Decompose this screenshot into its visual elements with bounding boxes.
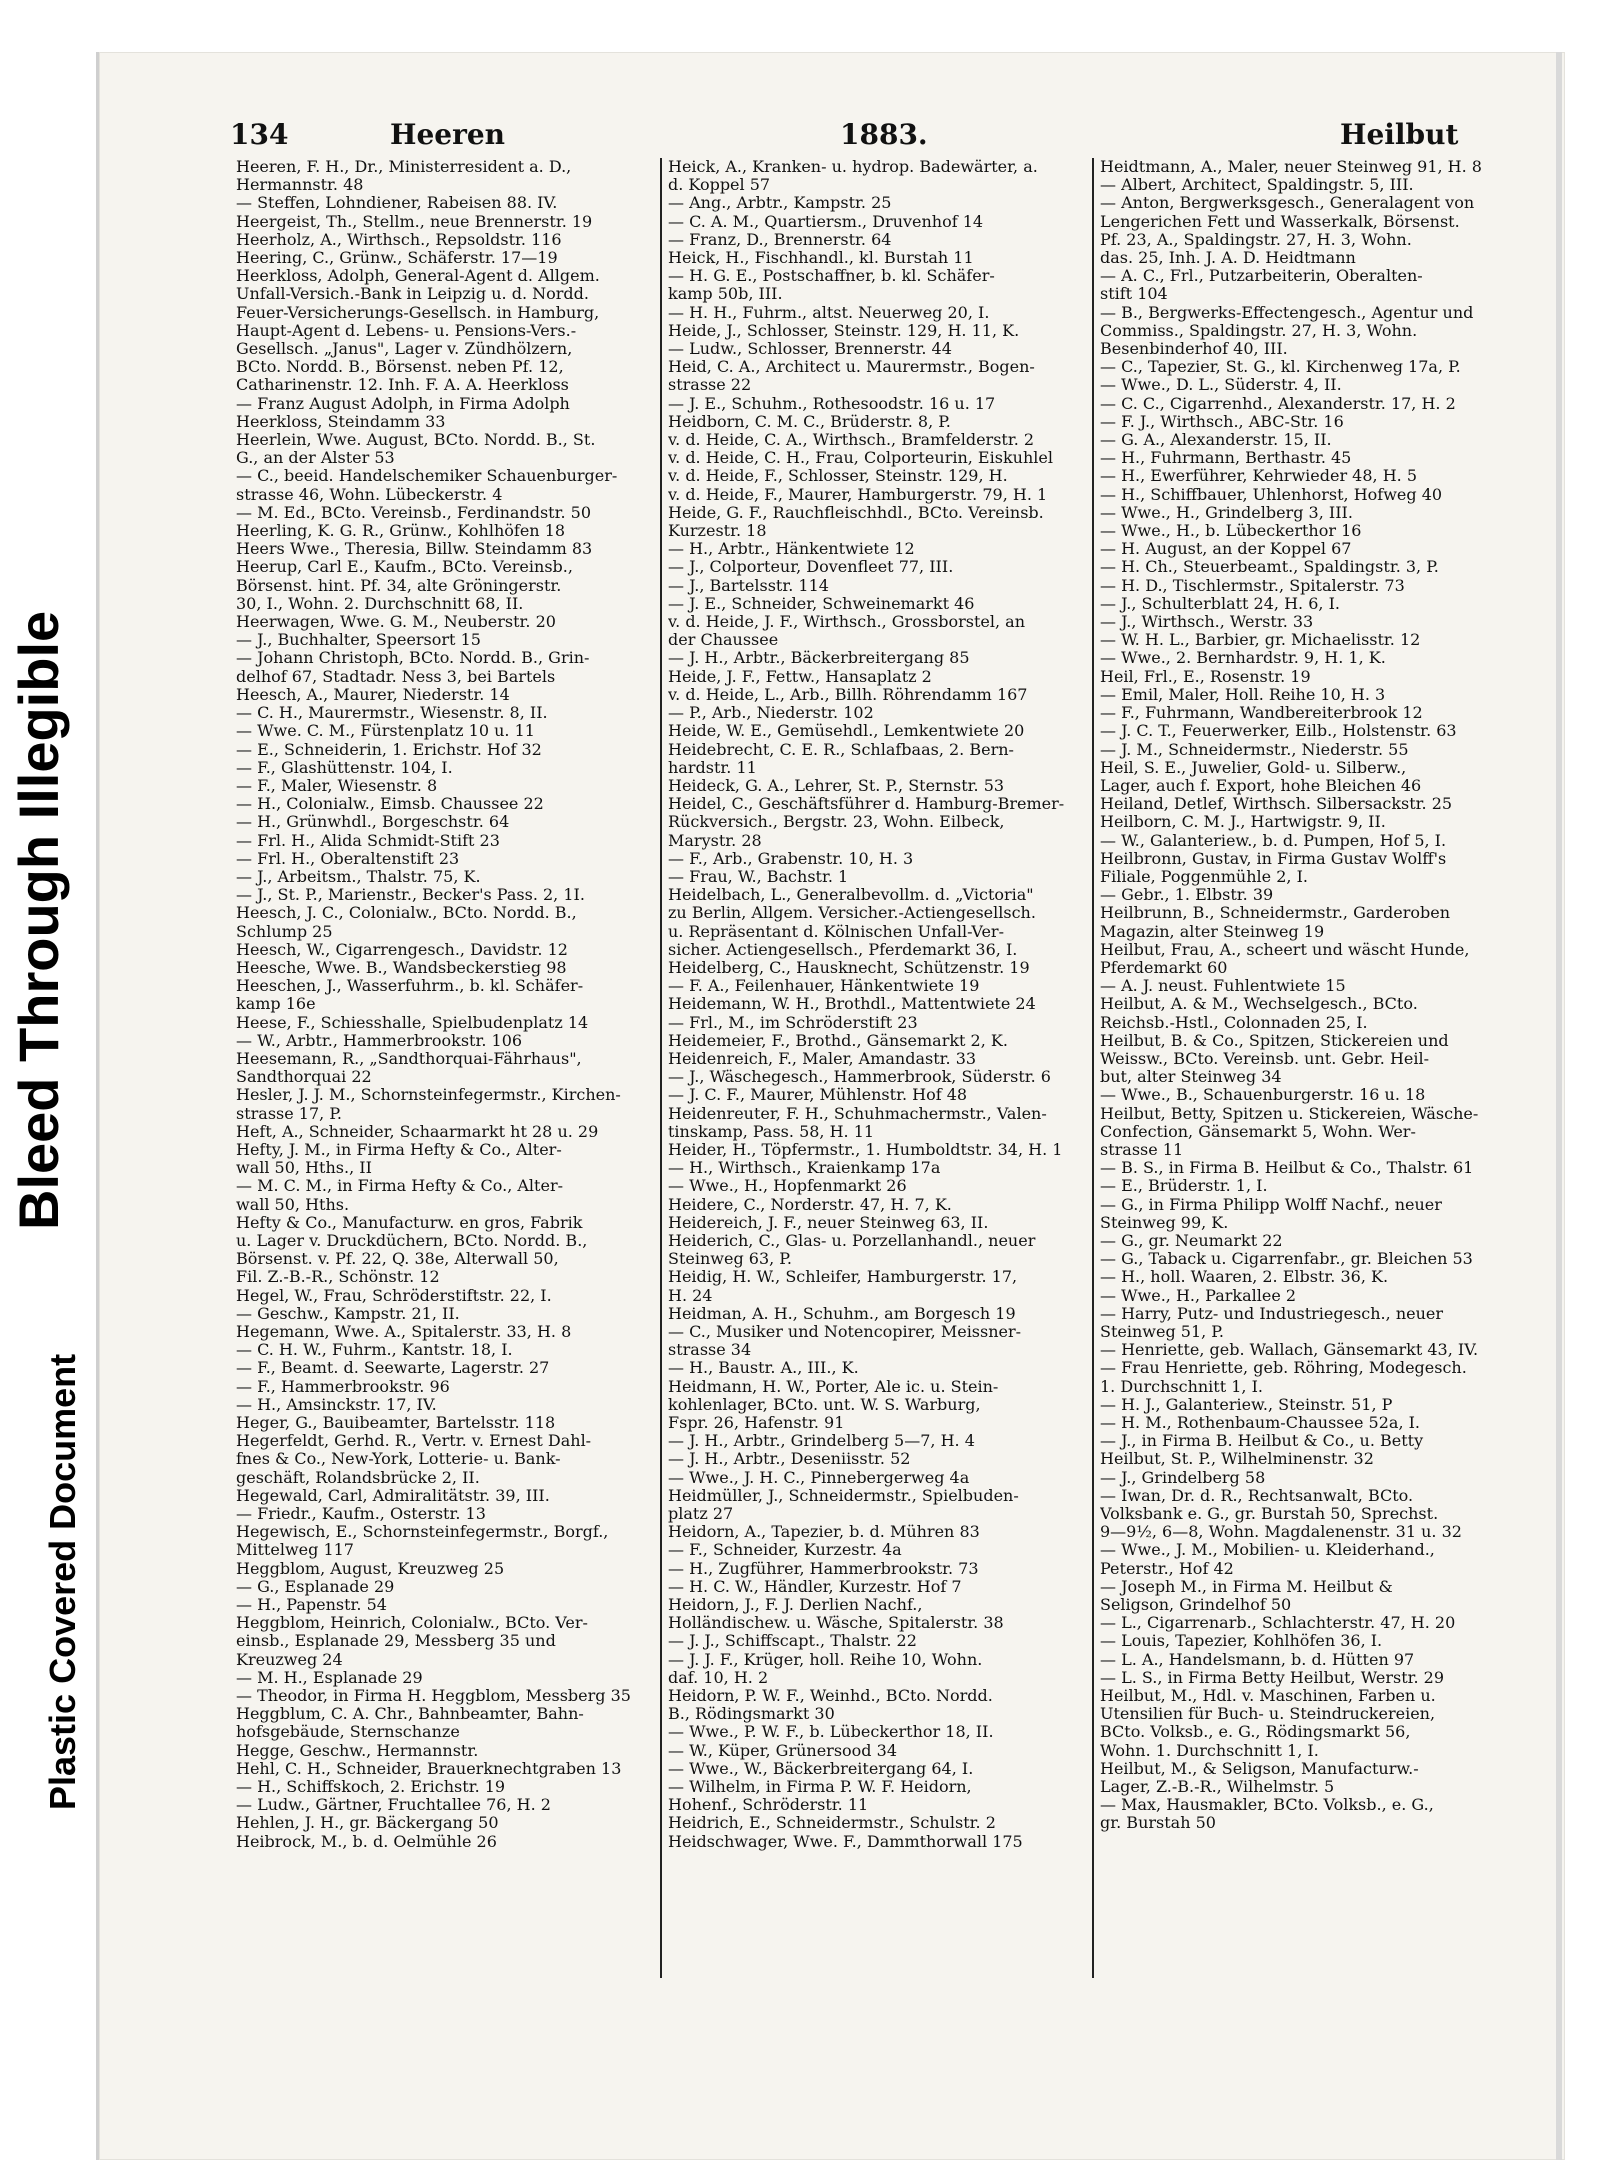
directory-entry-line: — H., Schiffskoch, 2. Erichstr. 19 (236, 1778, 506, 1797)
directory-entry-line: — H., Schiffbauer, Uhlenhorst, Hofweg 40 (1100, 485, 1443, 504)
directory-entry-line: Heft, A., Schneider, Schaarmarkt ht 28 u. 29 (236, 1122, 599, 1141)
directory-entry-line: — J., Wirthsch., Werstr. 33 (1100, 613, 1314, 632)
directory-entry-line: — H. C. W., Händler, Kurzestr. Hof 7 (668, 1577, 962, 1596)
directory-entry-line: — W., Küper, Grünersood 34 (668, 1741, 897, 1760)
directory-entry-line: — H., Baustr. A., III., K. (668, 1359, 859, 1378)
directory-entry-line: geschäft, Rolandsbrücke 2, II. (236, 1468, 480, 1487)
directory-entry-line: — G. A., Alexanderstr. 15, II. (1100, 431, 1332, 450)
directory-entry-line: Heesemann, R., „Sandthorquai-Fährhaus", (236, 1049, 582, 1068)
directory-entry-line: Wohn. 1. Durchschnitt 1, I. (1100, 1741, 1319, 1760)
directory-entry-line: v. d. Heide, L., Arb., Billh. Röhrendamm 167 (668, 685, 1028, 704)
directory-entry-line: Heidere, C., Norderstr. 47, H. 7, K. (668, 1195, 952, 1214)
document-tag-sidebar (0, 0, 82, 2177)
page-header (230, 118, 1520, 158)
directory-entry-line: — H. J., Galanteriew., Steinstr. 51, P (1100, 1395, 1393, 1414)
directory-entry-line: — Wwe., H., Hopfenmarkt 26 (668, 1177, 907, 1196)
directory-entry-line: der Chaussee (668, 631, 779, 650)
column-divider-1 (660, 158, 662, 1978)
directory-entry-line: — H., Colonialw., Eimsb. Chaussee 22 (236, 795, 544, 814)
directory-entry-line: — Wwe., D. L., Süderstr. 4, II. (1100, 376, 1342, 395)
directory-entry-line: Heide, W. E., Gemüsehdl., Lemkentwiete 20 (668, 722, 1025, 741)
directory-entry-line: zu Berlin, Allgem. Versicher.-Actiengesellsch. (668, 904, 1036, 923)
directory-entry-line: — W., Arbtr., Hammerbrookstr. 106 (236, 1031, 523, 1050)
directory-entry-line: hofsgebäude, Sternschanze (236, 1723, 460, 1742)
directory-entry-line: Gesellsch. „Janus", Lager v. Zündhölzern, (236, 340, 573, 359)
directory-entry-line: Heger, G., Bauibeamter, Bartelsstr. 118 (236, 1414, 556, 1433)
directory-entry-line: — H. August, an der Koppel 67 (1100, 540, 1352, 559)
directory-entry-line: — L. A., Handelsmann, b. d. Hütten 97 (1100, 1650, 1415, 1669)
directory-entry-line: — Albert, Architect, Spaldingstr. 5, III. (1100, 176, 1414, 195)
directory-entry-line: — Frl. H., Alida Schmidt-Stift 23 (236, 831, 500, 850)
directory-entry-line: — J., Bartelsstr. 114 (668, 576, 829, 595)
directory-entry-line: — G., gr. Neumarkt 22 (1100, 1231, 1283, 1250)
directory-entry-line: Heider, H., Töpfermstr., 1. Humboldtstr. 34, H. 1 (668, 1140, 1063, 1159)
directory-entry-line: — E., Brüderstr. 1, I. (1100, 1177, 1268, 1196)
directory-entry-line: — F., Beamt. d. Seewarte, Lagerstr. 27 (236, 1359, 550, 1378)
directory-entry-line: Heidorn, P. W. F., Weinhd., BCto. Nordd. (668, 1687, 993, 1706)
directory-entry-line: — J., in Firma B. Heilbut & Co., u. Betty (1100, 1432, 1424, 1451)
directory-entry-line: Heidel, C., Geschäftsführer d. Hamburg-Bremer- (668, 795, 1065, 814)
directory-entry-line: Hermannstr. 48 (236, 176, 364, 195)
directory-entry-line: delhof 67, Stadtadr. Ness 3, bei Bartels (236, 667, 556, 686)
directory-entry-line: Pferdemarkt 60 (1100, 958, 1228, 977)
directory-entry-line: Heggblom, Heinrich, Colonialw., BCto. Ver- (236, 1614, 588, 1633)
directory-entry-line: — G., Taback u. Cigarrenfabr., gr. Bleichen 53 (1100, 1250, 1473, 1269)
directory-entry-line: Heggblum, C. A. Chr., Bahnbeamter, Bahn- (236, 1705, 584, 1724)
directory-entry-line: Heilbut, St. P., Wilhelminenstr. 32 (1100, 1450, 1374, 1469)
directory-column-3 (1100, 158, 1520, 2028)
directory-entry-line: — Louis, Tapezier, Kohlhöfen 36, I. (1100, 1632, 1383, 1651)
directory-entry-line: Heil, Frl., E., Rosenstr. 19 (1100, 667, 1311, 686)
directory-column-1 (236, 158, 656, 2028)
directory-entry-line: Heesch, J. C., Colonialw., BCto. Nordd. B., (236, 904, 577, 923)
directory-entry-line: — F. J., Wirthsch., ABC-Str. 16 (1100, 412, 1344, 431)
directory-entry-line: — F., Maler, Wiesenstr. 8 (236, 776, 438, 795)
directory-entry-line: Heidelbach, L., Generalbevollm. d. „Victoria" (668, 886, 1034, 905)
directory-entry-line: — H., Papenstr. 54 (236, 1596, 387, 1615)
directory-entry-line: Heeren, F. H., Dr., Ministerresident a. D., (236, 158, 572, 176)
directory-entry-line: — J. M., Schneidermstr., Niederstr. 55 (1100, 740, 1409, 759)
directory-entry-line: Heidenreuter, F. H., Schuhmachermstr., Valen- (668, 1104, 1047, 1123)
directory-entry-line: — Frl., M., im Schröderstift 23 (668, 1013, 918, 1032)
directory-entry-line: Utensilien für Buch- u. Steindruckereien, (1100, 1705, 1436, 1724)
directory-entry-line: Börsenst. v. Pf. 22, Q. 38e, Alterwall 50, (236, 1250, 559, 1269)
directory-entry-line: Heidereich, J. F., neuer Steinweg 63, II. (668, 1213, 989, 1232)
directory-entry-line: — Wwe., J. H. C., Pinnebergerweg 4a (668, 1468, 970, 1487)
directory-entry-line: — Wwe., H., Grindelberg 3, III. (1100, 503, 1353, 522)
directory-entry-line: — C. C., Cigarrenhd., Alexanderstr. 17, H. 2 (1100, 394, 1456, 413)
directory-entry-line: v. d. Heide, F., Schlosser, Steinstr. 129, H. (668, 467, 1008, 486)
directory-entry-line: Haupt-Agent d. Lebens- u. Pensions-Vers.- (236, 321, 577, 340)
directory-entry-line: Heidelberg, C., Hausknecht, Schützenstr. 19 (668, 958, 1030, 977)
directory-entry-line: hardstr. 11 (668, 758, 757, 777)
directory-entry-line: Heide, J. F., Fettw., Hansaplatz 2 (668, 667, 932, 686)
directory-entry-line: — Theodor, in Firma H. Heggblom, Messberg 35 (236, 1687, 631, 1706)
directory-entry-line: Heilbut, A. & M., Wechselgesch., BCto. (1100, 995, 1418, 1014)
directory-entry-line: — C. H. W., Fuhrm., Kantstr. 18, I. (236, 1341, 513, 1360)
directory-entry-line: — H., Zugführer, Hammerbrookstr. 73 (668, 1559, 979, 1578)
directory-entry-line: gr. Burstah 50 (1100, 1814, 1216, 1833)
directory-entry-line: Heidorn, A., Tapezier, b. d. Mühren 83 (668, 1523, 980, 1542)
directory-entry-line: — Wwe., 2. Bernhardstr. 9, H. 1, K. (1100, 649, 1386, 668)
directory-entry-line: Catharinenstr. 12. Inh. F. A. A. Heerkloss (236, 376, 569, 395)
directory-entry-line: — Henriette, geb. Wallach, Gänsemarkt 43, IV. (1100, 1341, 1479, 1360)
directory-entry-line: Heilbut, Frau, A., scheert und wäscht Hunde, (1100, 940, 1470, 959)
directory-entry-line: — Wwe., W., Bäckerbreitergang 64, I. (668, 1759, 974, 1778)
directory-entry-line: Heibrock, M., b. d. Oelmühle 26 (236, 1832, 497, 1851)
directory-entry-line: — Frau Henriette, geb. Röhring, Modegesch. (1100, 1359, 1467, 1378)
directory-entry-line: BCto. Nordd. B., Börsenst. neben Pf. 12, (236, 358, 564, 377)
directory-entry-line: Heerkloss, Steindamm 33 (236, 412, 446, 431)
directory-entry-line: strasse 46, Wohn. Lübeckerstr. 4 (236, 485, 503, 504)
directory-entry-line: — J. H., Arbtr., Deseniisstr. 52 (668, 1450, 911, 1469)
directory-entry-line: Börsenst. hint. Pf. 34, alte Gröningerstr. (236, 576, 562, 595)
directory-entry-line: Heilbut, B. & Co., Spitzen, Stickereien und (1100, 1031, 1449, 1050)
directory-entry-line: Commiss., Spaldingstr. 27, H. 3, Wohn. (1100, 321, 1418, 340)
directory-entry-line: Sandthorquai 22 (236, 1068, 372, 1087)
directory-entry-line: — F. A., Feilenhauer, Hänkentwiete 19 (668, 977, 980, 996)
directory-entry-line: — Steffen, Lohndiener, Rabeisen 88. IV. (236, 194, 558, 213)
directory-entry-line: Heidtmann, A., Maler, neuer Steinweg 91, H. 8 (1100, 158, 1482, 176)
left-running-head: Heeren (390, 118, 506, 151)
directory-entry-line: — H., Fuhrmann, Berthastr. 45 (1100, 449, 1352, 468)
directory-entry-line: Schlump 25 (236, 922, 333, 941)
directory-entry-line: Seligson, Grindelhof 50 (1100, 1596, 1292, 1615)
directory-entry-line: — J. H., Arbtr., Grindelberg 5—7, H. 4 (668, 1432, 975, 1451)
directory-entry-line: Heilborn, C. M. J., Hartwigstr. 9, II. (1100, 813, 1386, 832)
directory-entry-line: platz 27 (668, 1505, 734, 1524)
directory-entry-line: — H., Arbtr., Hänkentwiete 12 (668, 540, 915, 559)
directory-entry-line: Heick, H., Fischhandl., kl. Burstah 11 (668, 249, 974, 268)
directory-entry-line: — P., Arb., Niederstr. 102 (668, 704, 874, 723)
directory-entry-line: — J., Wäschegesch., Hammerbrook, Süderstr. 6 (668, 1068, 1051, 1087)
directory-entry-line: Hegge, Geschw., Hermannstr. (236, 1741, 479, 1760)
directory-entry-line: — Friedr., Kaufm., Osterstr. 13 (236, 1505, 486, 1524)
directory-entry-line: — M. C. M., in Firma Hefty & Co., Alter- (236, 1177, 563, 1196)
directory-entry-line: Heilbrunn, B., Schneidermstr., Garderoben (1100, 904, 1451, 923)
directory-entry-line: u. Lager v. Druckdüchern, BCto. Nordd. B., (236, 1231, 588, 1250)
directory-entry-line: Heidmüller, J., Schneidermstr., Spielbuden- (668, 1486, 1019, 1505)
directory-entry-line: Heese, F., Schiesshalle, Spielbudenplatz 14 (236, 1013, 589, 1032)
directory-entry-line: v. d. Heide, C. A., Wirthsch., Bramfelderstr. 2 (668, 431, 1035, 450)
directory-entry-line: 9—9½, 6—8, Wohn. Magdalenenstr. 31 u. 32 (1100, 1523, 1462, 1542)
directory-entry-line: Hegerfeldt, Gerhd. R., Vertr. v. Ernest Dahl- (236, 1432, 592, 1451)
directory-entry-line: Heideck, G. A., Lehrer, St. P., Sternstr. 53 (668, 776, 1005, 795)
directory-entry-line: einsb., Esplanade 29, Messberg 35 und (236, 1632, 556, 1651)
directory-entry-line: — J., Buchhalter, Speersort 15 (236, 631, 481, 650)
directory-entry-line: Kurzestr. 18 (668, 522, 767, 541)
directory-entry-line: Steinweg 99, K. (1100, 1213, 1229, 1232)
directory-entry-line: B., Rödingsmarkt 30 (668, 1705, 835, 1724)
directory-entry-line: fnes & Co., New-York, Lotterie- u. Bank- (236, 1450, 561, 1469)
directory-entry-line: Heering, C., Grünw., Schäferstr. 17—19 (236, 249, 558, 268)
directory-entry-line: Heiland, Detlef, Wirthsch. Silbersackstr. 25 (1100, 795, 1453, 814)
directory-entry-line: Heiderich, C., Glas- u. Porzellanhandl., neuer (668, 1231, 1036, 1250)
directory-entry-line: 1. Durchschnitt 1, I. (1100, 1377, 1263, 1396)
directory-entry-line: — J., Colporteur, Dovenfleet 77, III. (668, 558, 954, 577)
directory-entry-line: Hegewald, Carl, Admiralitätstr. 39, III. (236, 1486, 550, 1505)
year-heading: 1883. (840, 118, 928, 151)
directory-entry-line: — H., Amsinckstr. 17, IV. (236, 1395, 437, 1414)
directory-entry-line: — Ludw., Gärtner, Fruchtallee 76, H. 2 (236, 1796, 551, 1815)
directory-entry-line: Heidrich, E., Schneidermstr., Schulstr. 2 (668, 1814, 996, 1833)
directory-entry-line: — Wilhelm, in Firma P. W. F. Heidorn, (668, 1778, 972, 1797)
directory-entry-line: Heesche, Wwe. B., Wandsbeckerstieg 98 (236, 958, 567, 977)
directory-entry-line: Filiale, Poggenmühle 2, I. (1100, 867, 1308, 886)
directory-entry-line: H. 24 (668, 1286, 713, 1305)
directory-entry-line: — J., Arbeitsm., Thalstr. 75, K. (236, 867, 481, 886)
directory-entry-line: Heers Wwe., Theresia, Billw. Steindamm 83 (236, 540, 593, 559)
directory-entry-line: — Franz, D., Brennerstr. 64 (668, 230, 892, 249)
directory-entry-line: Holländischew. u. Wäsche, Spitalerstr. 38 (668, 1614, 1004, 1633)
directory-entry-line: Heidig, H. W., Schleifer, Hamburgerstr. 17, (668, 1268, 1018, 1287)
directory-entry-line: Hegewisch, E., Schornsteinfegermstr., Borgf., (236, 1523, 609, 1542)
directory-entry-line: — B. S., in Firma B. Heilbut & Co., Thalstr. 61 (1100, 1159, 1474, 1178)
directory-entry-line: — H. G. E., Postschaffner, b. kl. Schäfer- (668, 267, 995, 286)
directory-entry-line: — Wwe., H., b. Lübeckerthor 16 (1100, 522, 1362, 541)
directory-entry-line: Marystr. 28 (668, 831, 762, 850)
directory-entry-line: — Max, Hausmakler, BCto. Volksb., e. G., (1100, 1796, 1434, 1815)
directory-entry-line: — F., Hammerbrookstr. 96 (236, 1377, 450, 1396)
directory-entry-line: — Wwe., P. W. F., b. Lübeckerthor 18, II. (668, 1723, 994, 1742)
directory-entry-line: Heilbronn, Gustav, in Firma Gustav Wolff's (1100, 849, 1447, 868)
directory-entry-line: — W., Galanteriew., b. d. Pumpen, Hof 5, I. (1100, 831, 1447, 850)
directory-entry-line: stift 104 (1100, 285, 1168, 304)
directory-entry-line: Heid, C. A., Architect u. Maurermstr., Bogen- (668, 358, 1035, 377)
directory-entry-line: Heide, J., Schlosser, Steinstr. 129, H. 11, K. (668, 321, 1020, 340)
directory-entry-line: — Joseph M., in Firma M. Heilbut & (1100, 1577, 1393, 1596)
directory-entry-line: 30, I., Wohn. 2. Durchschnitt 68, II. (236, 594, 524, 613)
directory-entry-line: Rückversich., Bergstr. 23, Wohn. Eilbeck, (668, 813, 1005, 832)
directory-entry-line: Heerwagen, Wwe. G. M., Neuberstr. 20 (236, 613, 556, 632)
directory-entry-line: — Geschw., Kampstr. 21, II. (236, 1304, 460, 1323)
column-divider-2 (1092, 158, 1094, 1978)
directory-entry-line: Heidborn, C. M. C., Brüderstr. 8, P. (668, 412, 951, 431)
directory-entry-line: Heidmann, H. W., Porter, Ale ic. u. Stein- (668, 1377, 999, 1396)
directory-entry-line: Heidschwager, Wwe. F., Dammthorwall 175 (668, 1832, 1023, 1851)
directory-entry-line: Fspr. 26, Hafenstr. 91 (668, 1414, 845, 1433)
directory-entry-line: — H. H., Fuhrm., altst. Neuerweg 20, I. (668, 303, 990, 322)
directory-entry-line: Heidman, A. H., Schuhm., am Borgesch 19 (668, 1304, 1016, 1323)
directory-entry-line: — Wwe. C. M., Fürstenplatz 10 u. 11 (236, 722, 535, 741)
directory-entry-line: — A. J. neust. Fuhlentwiete 15 (1100, 977, 1346, 996)
directory-entry-line: Feuer-Versicherungs-Gesellsch. in Hamburg, (236, 303, 600, 322)
directory-entry-line: das. 25, Inh. J. A. D. Heidtmann (1100, 249, 1356, 268)
directory-entry-line: Heeschen, J., Wasserfuhrm., b. kl. Schäfer- (236, 977, 584, 996)
directory-entry-line: G., an der Alster 53 (236, 449, 395, 468)
directory-entry-line: Hesler, J. J. M., Schornsteinfegermstr., Kirchen- (236, 1086, 621, 1105)
directory-entry-line: — Ludw., Schlosser, Brennerstr. 44 (668, 340, 952, 359)
directory-entry-line: v. d. Heide, F., Maurer, Hamburgerstr. 79, H. 1 (668, 485, 1048, 504)
directory-entry-line: — Franz August Adolph, in Firma Adolph (236, 394, 570, 413)
directory-entry-line: Hohenf., Schröderstr. 11 (668, 1796, 869, 1815)
directory-entry-line: strasse 11 (1100, 1140, 1184, 1159)
directory-entry-line: — W. H. L., Barbier, gr. Michaelisstr. 12 (1100, 631, 1421, 650)
directory-entry-line: Heerholz, A., Wirthsch., Repsoldstr. 116 (236, 230, 562, 249)
directory-entry-line: Heergeist, Th., Stellm., neue Brennerstr. 19 (236, 212, 593, 231)
directory-entry-line: — Wwe., B., Schauenburgerstr. 16 u. 18 (1100, 1086, 1426, 1105)
directory-entry-line: kamp 16e (236, 995, 316, 1014)
directory-entry-line: Heidorn, J., F. J. Derlien Nachf., (668, 1596, 923, 1615)
directory-entry-line: Peterstr., Hof 42 (1100, 1559, 1234, 1578)
directory-entry-line: u. Repräsentant d. Kölnischen Unfall-Ver- (668, 922, 1004, 941)
directory-entry-line: — C., Musiker und Notencopirer, Meissner- (668, 1323, 1022, 1341)
directory-entry-line: Kreuzweg 24 (236, 1650, 343, 1669)
directory-entry-line: Lager, Z.-B.-R., Wilhelmstr. 5 (1100, 1778, 1335, 1797)
directory-entry-line: — B., Bergwerks-Effectengesch., Agentur und (1100, 303, 1474, 322)
bleed-through-label: Bleed Through Illegible (7, 610, 70, 1230)
directory-entry-line: strasse 34 (668, 1341, 752, 1360)
directory-entry-line: Heidenreich, F., Maler, Amandastr. 33 (668, 1049, 977, 1068)
directory-entry-line: sicher. Actiengesellsch., Pferdemarkt 36, I. (668, 940, 1018, 959)
page-number: 134 (230, 118, 289, 151)
page-edge (1556, 52, 1562, 2160)
directory-entry-line: tinskamp, Pass. 58, H. 11 (668, 1122, 875, 1141)
directory-entry-line: Heidemann, W. H., Brothdl., Mattentwiete 24 (668, 995, 1036, 1014)
directory-entry-line: Heerkloss, Adolph, General-Agent d. Allgem. (236, 267, 600, 286)
directory-entry-line: Heidebrecht, C. E. R., Schlafbaas, 2. Bern- (668, 740, 1014, 759)
directory-entry-line: — H., Grünwhdl., Borgeschstr. 64 (236, 813, 510, 832)
directory-entry-line: Heick, A., Kranken- u. hydrop. Badewärter, a. (668, 158, 1038, 176)
directory-entry-line: — H. Ch., Steuerbeamt., Spaldingstr. 3, P. (1100, 558, 1439, 577)
directory-entry-line: Fil. Z.-B.-R., Schönstr. 12 (236, 1268, 440, 1287)
directory-entry-line: Heesch, A., Maurer, Niederstr. 14 (236, 685, 510, 704)
directory-entry-line: Confection, Gänsemarkt 5, Wohn. Wer- (1100, 1122, 1416, 1141)
directory-entry-line: — H., Wirthsch., Kraienkamp 17a (668, 1159, 941, 1178)
directory-entry-line: Hehl, C. H., Schneider, Brauerknechtgraben 13 (236, 1759, 622, 1778)
directory-entry-line: wall 50, Hths. (236, 1195, 350, 1214)
directory-entry-line: Magazin, alter Steinweg 19 (1100, 922, 1325, 941)
directory-entry-line: strasse 22 (668, 376, 752, 395)
directory-entry-line: — Emil, Maler, Holl. Reihe 10, H. 3 (1100, 685, 1386, 704)
directory-entry-line: Heil, S. E., Juwelier, Gold- u. Silberw., (1100, 758, 1407, 777)
directory-entry-line: — J. J., Schiffscapt., Thalstr. 22 (668, 1632, 917, 1651)
directory-entry-line: Unfall-Versich.-Bank in Leipzig u. d. Nordd. (236, 285, 589, 304)
directory-entry-line: Besenbinderhof 40, III. (1100, 340, 1288, 359)
directory-entry-line: Heilbut, M., Hdl. v. Maschinen, Farben u. (1100, 1687, 1436, 1706)
directory-entry-line: — C. H., Maurermstr., Wiesenstr. 8, II. (236, 704, 548, 723)
directory-entry-line: — J. C. T., Feuerwerker, Eilb., Holstenstr. 63 (1100, 722, 1457, 741)
directory-entry-line: — Harry, Putz- und Industriegesch., neuer (1100, 1304, 1444, 1323)
directory-entry-line: — L. S., in Firma Betty Heilbut, Werstr. 29 (1100, 1668, 1445, 1687)
directory-entry-line: — J. H., Arbtr., Bäckerbreitergang 85 (668, 649, 970, 668)
directory-entry-line: — J. E., Schneider, Schweinemarkt 46 (668, 594, 975, 613)
directory-entry-line: Heggblom, August, Kreuzweg 25 (236, 1559, 505, 1578)
directory-entry-line: daf. 10, H. 2 (668, 1668, 769, 1687)
directory-entry-line: — Frl. H., Oberaltenstift 23 (236, 849, 460, 868)
directory-entry-line: wall 50, Hths., II (236, 1159, 372, 1178)
directory-entry-line: — J., Schulterblatt 24, H. 6, I. (1100, 594, 1340, 613)
directory-entry-line: — Frau, W., Bachstr. 1 (668, 867, 849, 886)
directory-entry-line: — Wwe., H., Parkallee 2 (1100, 1286, 1297, 1305)
directory-entry-line: — J. J. F., Krüger, holl. Reihe 10, Wohn. (668, 1650, 983, 1669)
directory-entry-line: Reichsb.-Hstl., Colonnaden 25, I. (1100, 1013, 1368, 1032)
directory-entry-line: but, alter Steinweg 34 (1100, 1068, 1282, 1087)
directory-entry-line: — H., Ewerführer, Kehrwieder 48, H. 5 (1100, 467, 1418, 486)
directory-entry-line: — G., in Firma Philipp Wolff Nachf., neuer (1100, 1195, 1442, 1214)
directory-entry-line: Weissw., BCto. Vereinsb. unt. Gebr. Heil- (1100, 1049, 1429, 1068)
directory-entry-line: Heilbut, Betty, Spitzen u. Stickereien, Wäsche- (1100, 1104, 1479, 1123)
directory-entry-line: — Gebr., 1. Elbstr. 39 (1100, 886, 1274, 905)
directory-entry-line: Heide, G. F., Rauchfleischhdl., BCto. Vereinsb. (668, 503, 1044, 522)
directory-entry-line: — J., St. P., Marienstr., Becker's Pass. 2, 1I. (236, 886, 585, 905)
directory-entry-line: d. Koppel 57 (668, 176, 771, 195)
directory-entry-line: — Ang., Arbtr., Kampstr. 25 (668, 194, 892, 213)
directory-entry-line: — C. A. M., Quartiersm., Druvenhof 14 (668, 212, 984, 231)
directory-entry-line: Heerlein, Wwe. August, BCto. Nordd. B., St. (236, 431, 596, 450)
directory-entry-line: — F., Fuhrmann, Wandbereiterbrook 12 (1100, 704, 1423, 723)
directory-entry-line: Heerup, Carl E., Kaufm., BCto. Vereinsb., (236, 558, 573, 577)
directory-entry-line: Hefty & Co., Manufacturw. en gros, Fabrik (236, 1213, 583, 1232)
plastic-covered-label: Plastic Covered Document (42, 1353, 83, 1810)
directory-entry-line: v. d. Heide, J. F., Wirthsch., Grossborstel, an (668, 613, 1026, 632)
directory-entry-line: — Iwan, Dr. d. R., Rechtsanwalt, BCto. (1100, 1486, 1414, 1505)
directory-entry-line: — E., Schneiderin, 1. Erichstr. Hof 32 (236, 740, 542, 759)
directory-entry-line: — J., Grindelberg 58 (1100, 1468, 1266, 1487)
directory-entry-line: — Wwe., J. M., Mobilien- u. Kleiderhand., (1100, 1541, 1435, 1560)
directory-entry-line: Heerling, K. G. R., Grünw., Kohlhöfen 18 (236, 522, 566, 541)
directory-entry-line: Steinweg 63, P. (668, 1250, 792, 1269)
directory-entry-line: Pf. 23, A., Spaldingstr. 27, H. 3, Wohn. (1100, 230, 1412, 249)
directory-entry-line: kohlenlager, BCto. unt. W. S. Warburg, (668, 1395, 981, 1414)
directory-entry-line: Heesch, W., Cigarrengesch., Davidstr. 12 (236, 940, 568, 959)
directory-entry-line: — J. C. F., Maurer, Mühlenstr. Hof 48 (668, 1086, 968, 1105)
right-running-head: Heilbut (1340, 118, 1459, 151)
directory-entry-line: Hehlen, J. H., gr. Bäckergang 50 (236, 1814, 499, 1833)
directory-entry-line: — L., Cigarrenarb., Schlachterstr. 47, H. 20 (1100, 1614, 1456, 1633)
directory-entry-line: — A. C., Frl., Putzarbeiterin, Oberalten- (1100, 267, 1423, 286)
directory-entry-line: Mittelweg 117 (236, 1541, 354, 1560)
directory-entry-line: BCto. Volksb., e. G., Rödingsmarkt 56, (1100, 1723, 1411, 1742)
directory-entry-line: — G., Esplanade 29 (236, 1577, 395, 1596)
directory-entry-line: Hefty, J. M., in Firma Hefty & Co., Alter- (236, 1140, 562, 1159)
directory-entry-line: strasse 17, P. (236, 1104, 342, 1123)
directory-entry-line: Lengerichen Fett und Wasserkalk, Börsenst. (1100, 212, 1460, 231)
directory-entry-line: — M. H., Esplanade 29 (236, 1668, 423, 1687)
directory-entry-line: Heilbut, M., & Seligson, Manufacturw.- (1100, 1759, 1419, 1778)
directory-entry-line: — H. D., Tischlermstr., Spitalerstr. 73 (1100, 576, 1405, 595)
directory-entry-line: — M. Ed., BCto. Vereinsb., Ferdinandstr. 50 (236, 503, 592, 522)
directory-entry-line: Heidemeier, F., Brothd., Gänsemarkt 2, K. (668, 1031, 1008, 1050)
directory-entry-line: — C., beeid. Handelschemiker Schauenburger- (236, 467, 618, 486)
directory-entry-line: — Johann Christoph, BCto. Nordd. B., Grin- (236, 649, 590, 668)
directory-entry-line: — F., Arb., Grabenstr. 10, H. 3 (668, 849, 914, 868)
directory-entry-line: Hegemann, Wwe. A., Spitalerstr. 33, H. 8 (236, 1323, 572, 1341)
directory-entry-line: — H. M., Rothenbaum-Chaussee 52a, I. (1100, 1414, 1421, 1433)
directory-entry-line: — Anton, Bergwerksgesch., Generalagent von (1100, 194, 1475, 213)
directory-entry-line: kamp 50b, III. (668, 285, 783, 304)
directory-column-2 (668, 158, 1088, 2028)
directory-entry-line: Hegel, W., Frau, Schröderstiftstr. 22, I. (236, 1286, 552, 1305)
directory-entry-line: — F., Glashüttenstr. 104, I. (236, 758, 453, 777)
directory-entry-line: — C., Tapezier, St. G., kl. Kirchenweg 17a, P. (1100, 358, 1461, 377)
directory-entry-line: — F., Schneider, Kurzestr. 4a (668, 1541, 902, 1560)
directory-entry-line: Lager, auch f. Export, hohe Bleichen 46 (1100, 776, 1422, 795)
directory-entry-line: — J. E., Schuhm., Rothesoodstr. 16 u. 17 (668, 394, 996, 413)
directory-entry-line: Volksbank e. G., gr. Burstah 50, Sprechst. (1100, 1505, 1439, 1524)
directory-entry-line: Steinweg 51, P. (1100, 1323, 1224, 1341)
directory-entry-line: v. d. Heide, C. H., Frau, Colporteurin, Eiskuhlel (668, 449, 1053, 468)
directory-entry-line: — H., holl. Waaren, 2. Elbstr. 36, K. (1100, 1268, 1389, 1287)
